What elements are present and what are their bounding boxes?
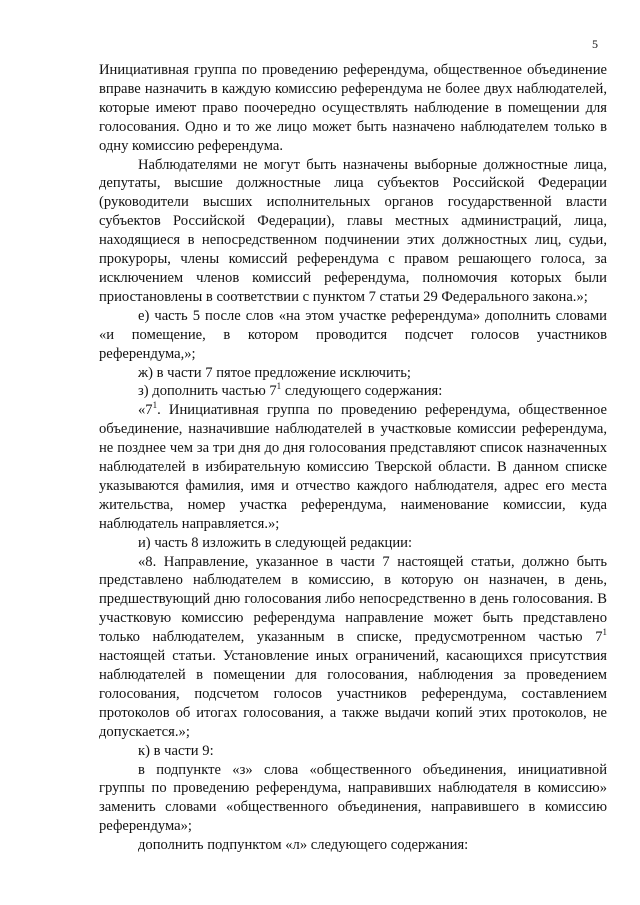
paragraph-text: е) часть 5 после слов «на этом участке референдума» дополнить словами «и помещение, в котором проводится подсчет голосов участников референдума,»; [99,307,607,362]
paragraph-text: . Инициативная группа по проведению референдума, общественное объединение, назначившие наблюдателей в участковые комиссии референдума, не позднее чем за три дня до дня голосования представляют список назначенных наблюдателей в избирательную комиссию Тверской области. В данном списке указываются фамилия, имя и отчество каждого наблюдателя, адрес его места жительства, номер участка референдума, наименование комиссии, куда наблюдатель направляется.»; [99,402,607,532]
paragraph-text: к) в части 9: [138,742,214,759]
paragraph-p2 [99,156,607,307]
paragraph-text: ж) в части 7 пятое предложение исключить; [138,364,411,381]
paragraph-text: и) часть 8 изложить в следующей редакции: [138,534,413,551]
paragraph-p4 [99,364,607,383]
paragraph-p10 [99,761,607,837]
paragraph-p7 [99,534,607,553]
paragraph-text: настоящей статьи. Установление иных ограничений, касающихся присутствия наблюдателей в помещении для голосования, наблюдения за проведением голосования, подсчетом голосов участников референдума, составлением протоколов об итогах голосования, а также выдачи копий этих протоколов, не допускается.»; [99,648,607,740]
paragraph-p11 [99,836,607,855]
superscript-index: 1 [602,627,607,638]
paragraph-p8 [99,553,607,742]
page-number: 5 [592,37,598,51]
paragraph-p5 [99,382,607,401]
paragraph-text: з) дополнить частью 7 [138,383,277,400]
superscript-index: 1 [152,400,158,411]
paragraph-text: следующего содержания: [281,383,443,400]
paragraph-text: Наблюдателями не могут быть назначены выборные должностные лица, депутаты, высшие должностные лица субъектов Российской Федерации (руководители высших исполнительных органов государственной власти субъектов Российской Федерации), главы местных администраций, лица, находящиеся в непосредственном подчинении этих должностных лиц, судьи, прокуроры, члены комиссий референдума с правом решающего голоса, за исключением членов комиссий референдума, полномочия которых были приостановлены в соответствии с пунктом 7 статьи 29 Федерального закона.»; [99,156,607,305]
document-body [99,61,607,855]
paragraph-p6 [99,401,607,533]
paragraph-p3 [99,307,607,364]
superscript-index: 1 [276,381,282,392]
paragraph-text: «8. Направление, указанное в части 7 настоящей статьи, должно быть представлено наблюдателем в комиссию, в которую он назначен, в день, предшествующий дню голосования либо непосредственно в день голосования. В участковую комиссию референдума направление может быть представлено только наблюдателем, указанным в списке, предусмотренном частью 7 [99,553,607,646]
paragraph-text: «7 [138,402,153,419]
paragraph-text: дополнить подпунктом «л» следующего содержания: [138,837,469,854]
paragraph-text: Инициативная группа по проведению референдума, общественное объединение вправе назначить в каждую комиссию референдума не более двух наблюдателей, которые имеют право поочередно осуществлять наблюдение в помещении для голосования. Одно и то же лицо может быть назначено наблюдателем только в одну комиссию референдума. [99,62,607,154]
paragraph-text: в подпункте «з» слова «общественного объединения, инициативной группы по проведению референдума, направивших наблюдателя в комиссию» заменить словами «общественного объединения, направившего в комиссию референдума»; [99,761,607,835]
paragraph-p9 [99,742,607,761]
paragraph-p1 [99,61,607,156]
